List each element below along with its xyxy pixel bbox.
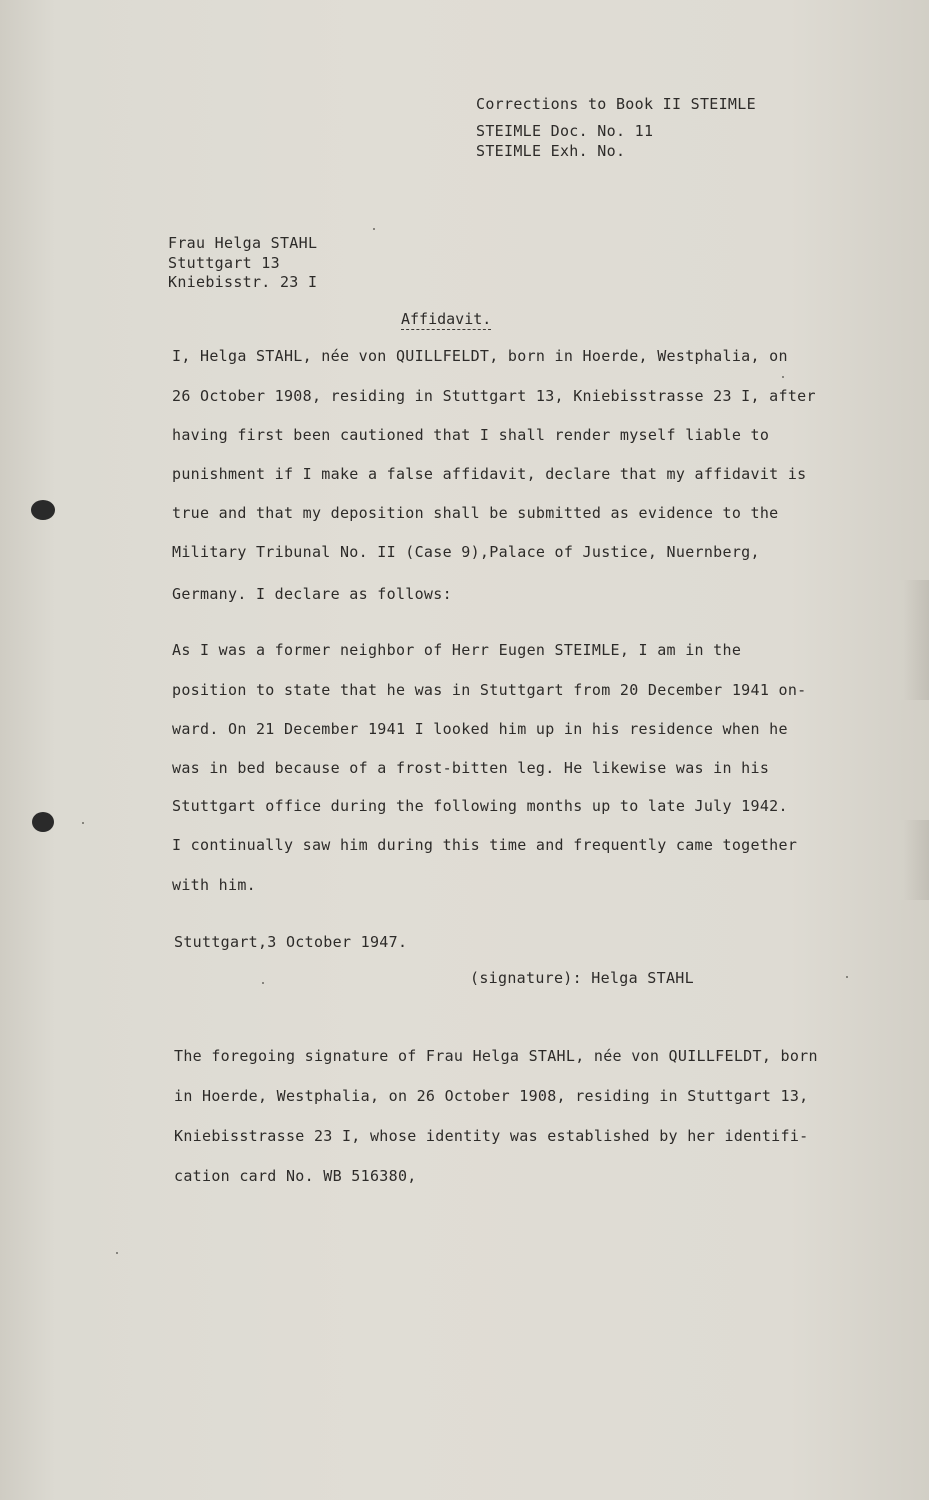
text-line: Kniebisstrasse 23 I, whose identity was established by her identifi- (174, 1127, 809, 1145)
paper-fold-shadow (903, 820, 929, 900)
punch-hole-lower (32, 812, 54, 832)
text-line: The foregoing signature of Frau Helga STAHL, née von QUILLFELDT, born (174, 1047, 818, 1065)
punch-hole-upper (31, 500, 55, 520)
reference-line-doc-number: STEIMLE Doc. No. 11 (476, 122, 654, 140)
document-title: Affidavit. (401, 310, 492, 328)
place-and-date: Stuttgart,3 October 1947. (174, 933, 408, 951)
text-line: Military Tribunal No. II (Case 9),Palace of Justice, Nuernberg, (172, 543, 760, 561)
address-name: Frau Helga STAHL (168, 234, 318, 252)
text-line: with him. (172, 876, 256, 894)
address-street: Kniebisstr. 23 I (168, 273, 318, 291)
paper-speck (82, 822, 84, 824)
text-line: was in bed because of a frost-bitten leg. He likewise was in his (172, 759, 770, 777)
text-line: As I was a former neighbor of Herr Eugen STEIMLE, I am in the (172, 641, 742, 659)
text-line: Stuttgart office during the following months up to late July 1942. (172, 797, 788, 815)
address-city: Stuttgart 13 (168, 254, 280, 272)
paper-fold-shadow (903, 580, 929, 700)
text-line: cation card No. WB 516380, (174, 1167, 417, 1185)
text-line: 26 October 1908, residing in Stuttgart 13, Kniebisstrasse 23 I, after (172, 387, 816, 405)
paper-speck (846, 976, 848, 978)
paper-speck (116, 1252, 118, 1254)
text-line: Germany. I declare as follows: (172, 585, 452, 603)
paper-speck (373, 228, 375, 230)
paper-speck (262, 982, 264, 984)
text-line: punishment if I make a false affidavit, declare that my affidavit is (172, 465, 807, 483)
text-line: true and that my deposition shall be submitted as evidence to the (172, 504, 779, 522)
reference-line-exhibit-number: STEIMLE Exh. No. (476, 142, 626, 160)
text-line: ward. On 21 December 1941 I looked him up in his residence when he (172, 720, 788, 738)
text-line: position to state that he was in Stuttgart from 20 December 1941 on- (172, 681, 807, 699)
text-line: I, Helga STAHL, née von QUILLFELDT, born in Hoerde, Westphalia, on (172, 347, 788, 365)
text-line: I continually saw him during this time and frequently came together (172, 836, 798, 854)
signature-line: (signature): Helga STAHL (470, 969, 694, 987)
reference-line-book: Corrections to Book II STEIMLE (476, 95, 756, 113)
paper-speck (782, 376, 784, 378)
text-line: in Hoerde, Westphalia, on 26 October 1908, residing in Stuttgart 13, (174, 1087, 809, 1105)
text-line: having first been cautioned that I shall render myself liable to (172, 426, 770, 444)
